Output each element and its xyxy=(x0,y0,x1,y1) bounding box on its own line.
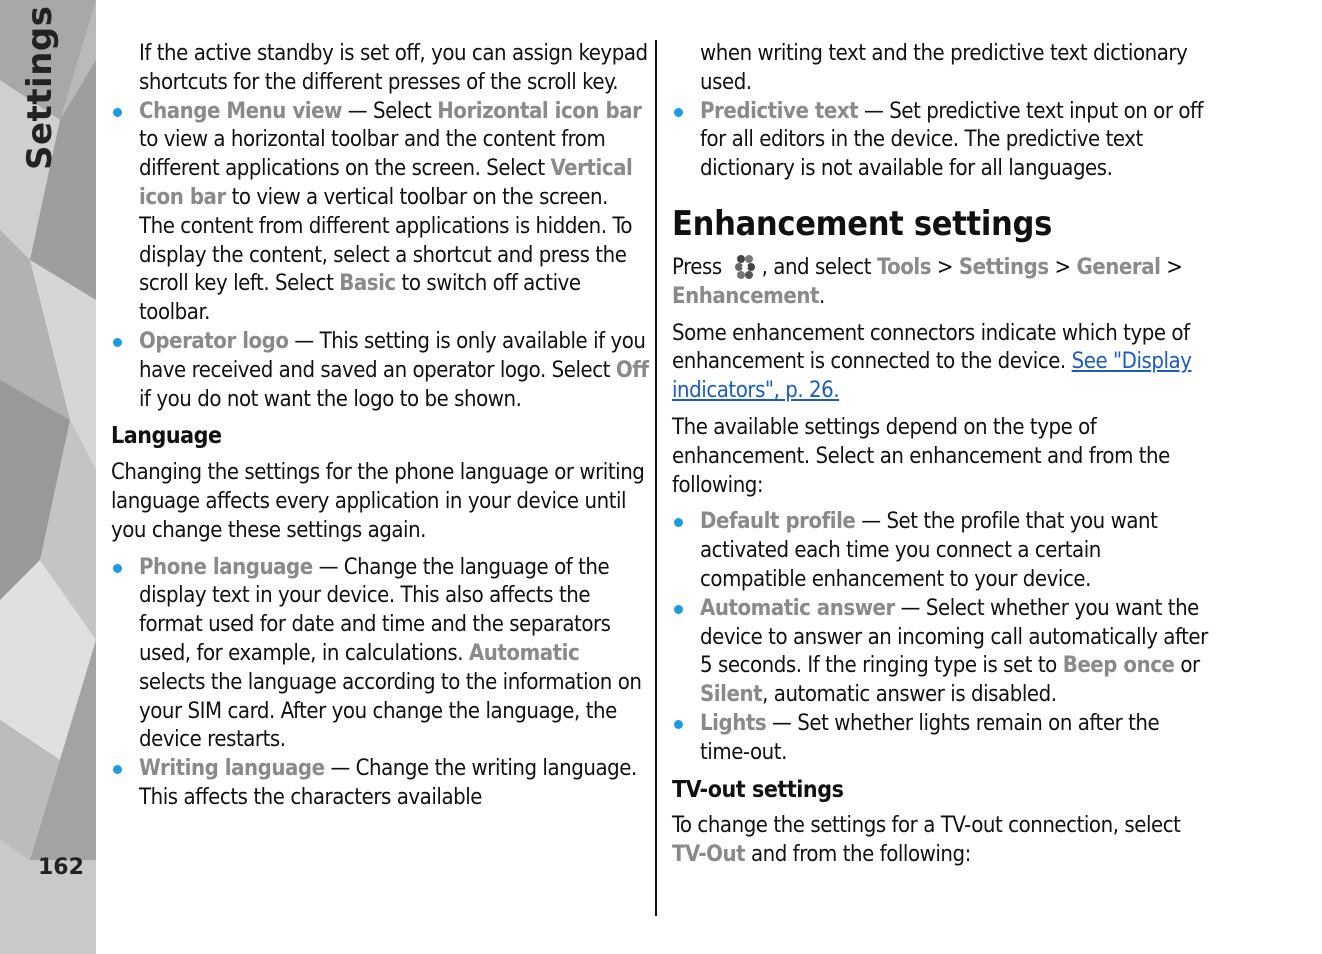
menu-path-enhancement: Enhancement xyxy=(672,283,819,309)
text: — Change the writing language. This affects the characters available xyxy=(139,756,637,810)
text: — Change the language of the display text in your device. This also affects the format used for date and time and the separators used, for example, in calculations. xyxy=(139,554,611,666)
bullet-icon xyxy=(674,108,683,117)
language-paragraph: Changing the settings for the phone language or writing language affects every application in your device until you change these settings again. xyxy=(111,460,645,543)
list-item-phone-language xyxy=(111,554,649,756)
section-title: Settings xyxy=(20,5,60,170)
list-item-default-profile xyxy=(672,508,1210,594)
bullet-icon xyxy=(113,338,122,347)
separator: > xyxy=(1160,254,1183,280)
text: — Set the profile that you want activated each time you connect a certain compatible enhancement to your device. xyxy=(700,509,1158,592)
menu-path-tools: Tools xyxy=(876,254,932,280)
option-name: Automatic answer xyxy=(700,595,895,621)
text: . xyxy=(818,283,825,309)
option-value: TV-Out xyxy=(672,842,746,868)
text: — Select xyxy=(341,98,438,124)
text: To change the settings for a TV-out connection, select xyxy=(672,813,1181,839)
bullet-icon xyxy=(113,765,122,774)
left-column xyxy=(111,40,649,813)
text: — Set whether lights remain on after the time-out. xyxy=(700,710,1160,765)
option-value: Automatic xyxy=(468,640,580,666)
display-indicators-link[interactable]: See "Display indicators", p. 26. xyxy=(672,349,1192,404)
list-item-change-menu-view xyxy=(111,98,649,328)
text: , automatic answer is disabled. xyxy=(762,682,1057,708)
option-name: Operator logo xyxy=(139,328,289,354)
heading-language: Language xyxy=(111,423,222,450)
intro-text: If the active standby is set off, you can assign keypad shortcuts for the different presses of the scroll key. xyxy=(139,41,648,95)
separator: > xyxy=(1048,254,1077,280)
text: Press xyxy=(672,254,728,280)
list-item-operator-logo xyxy=(111,328,649,414)
heading-tv-out-settings: TV-out settings xyxy=(672,776,844,803)
option-value: Silent xyxy=(700,682,763,708)
text: to view a horizontal toolbar and the content from different applications on the screen. Select xyxy=(139,127,606,182)
bullet-icon xyxy=(674,720,683,729)
column-divider xyxy=(655,40,657,916)
right-column xyxy=(672,40,1210,870)
text: , and select xyxy=(761,254,877,280)
list-item-automatic-answer xyxy=(672,595,1210,710)
text: and from the following: xyxy=(745,842,971,868)
text: — This setting is only available if you have received and saved an operator logo. Select xyxy=(139,328,646,383)
text: — Select whether you want the device to answer an incoming call automatically after 5 seconds. If the ringing type is set to xyxy=(700,595,1208,679)
tv-out-paragraph xyxy=(672,812,1210,870)
option-name: Predictive text xyxy=(700,98,859,124)
text: or xyxy=(1174,653,1200,679)
text: if you do not want the logo to be shown. xyxy=(139,386,522,412)
menu-path-general: General xyxy=(1076,254,1161,280)
text: — Set predictive text input on or off for all editors in the device. The predictive text dictionary is not available for all languages. xyxy=(700,98,1204,182)
menu-path-settings: Settings xyxy=(958,254,1049,280)
option-name: Default profile xyxy=(700,509,856,535)
text: Some enhancement connectors indicate which type of enhancement is connected to the device. xyxy=(672,320,1190,375)
option-value: Off xyxy=(615,357,649,383)
menu-key-icon xyxy=(732,252,758,282)
text: selects the language according to the information on your SIM card. After you change the language, the device restarts. xyxy=(139,669,642,753)
connectors-paragraph xyxy=(672,320,1210,406)
continued-text: when writing text and the predictive text dictionary used. xyxy=(700,41,1188,95)
available-settings-paragraph: The available settings depend on the type of enhancement. Select an enhancement and from the following: xyxy=(672,414,1170,498)
side-tab xyxy=(0,0,96,954)
option-value: Horizontal icon bar xyxy=(437,98,642,124)
option-name: Phone language xyxy=(139,554,313,580)
bullet-icon xyxy=(113,564,122,573)
option-name: Lights xyxy=(700,710,767,736)
text: to view a vertical toolbar on the screen. The content from different applications is hidden. To display the content, select a shortcut and press the scroll key left. Select xyxy=(139,184,632,297)
separator: > xyxy=(931,254,959,280)
list-item-lights xyxy=(672,710,1210,768)
press-instruction xyxy=(672,252,1210,312)
bullet-icon xyxy=(674,605,683,614)
bullet-icon xyxy=(113,108,122,117)
text: to switch off active toolbar. xyxy=(139,271,581,326)
option-value: Beep once xyxy=(1062,653,1175,679)
heading-enhancement-settings: Enhancement settings xyxy=(672,203,1053,244)
page-number: 162 xyxy=(38,855,84,880)
list-item-writing-language xyxy=(111,755,649,813)
option-name: Change Menu view xyxy=(139,98,342,124)
option-value: Basic xyxy=(339,271,396,297)
option-value: Vertical icon bar xyxy=(139,156,633,210)
option-name: Writing language xyxy=(139,756,325,782)
list-item-predictive-text xyxy=(672,98,1210,184)
bullet-icon xyxy=(674,518,683,527)
